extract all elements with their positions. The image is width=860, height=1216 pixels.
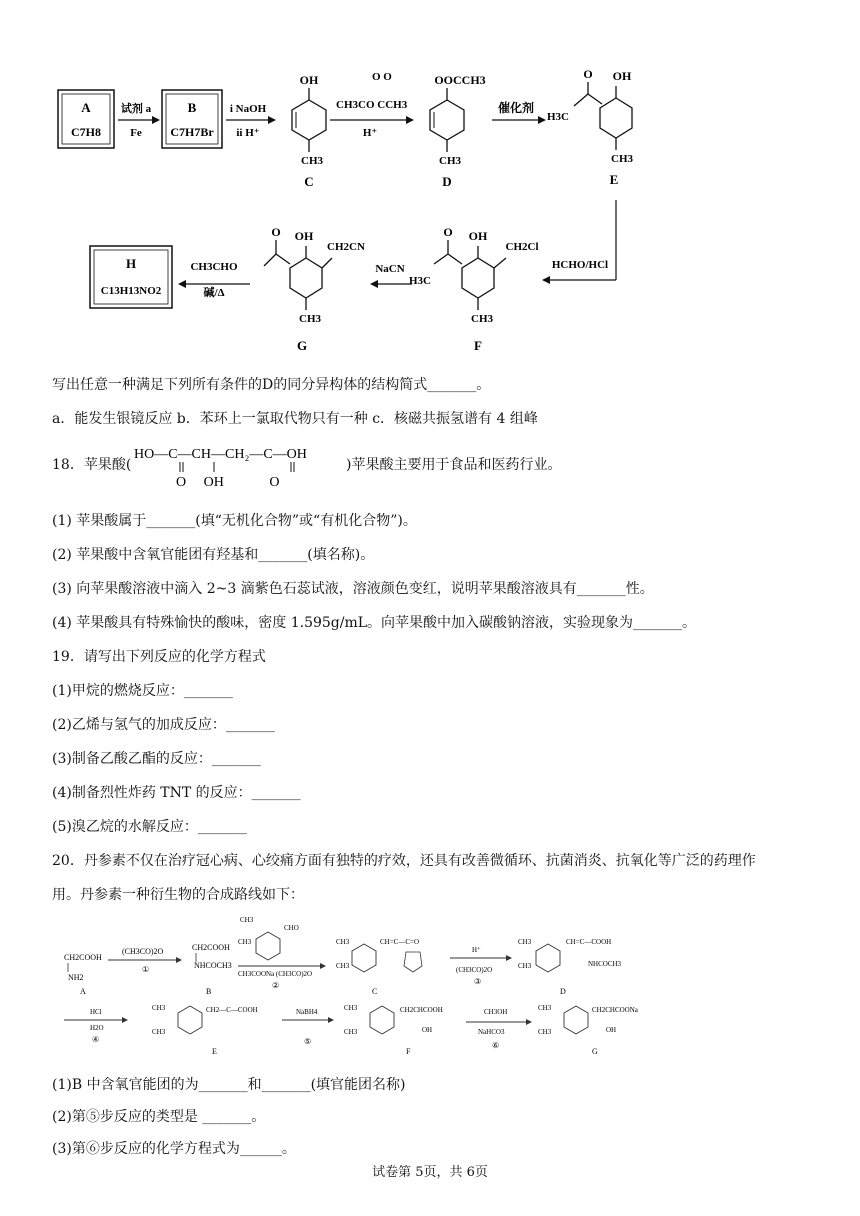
compound-A-label: A <box>81 100 91 115</box>
svg-text:H3C: H3C <box>409 275 431 287</box>
q20-compound-A: A <box>80 987 86 996</box>
svg-text:CH3: CH3 <box>152 1004 166 1012</box>
svg-text:CH3: CH3 <box>238 938 252 946</box>
svg-text:⑤: ⑤ <box>304 1037 312 1046</box>
svg-text:O: O <box>443 225 453 239</box>
q20-intro-line2: 用。丹参素一种衍生物的合成路线如下： <box>52 887 304 903</box>
q17-question: 写出任意一种满足下列所有条件的D的同分异构体的结构简式_______。 <box>52 377 491 393</box>
svg-text:CH2COOH: CH2COOH <box>192 943 230 952</box>
svg-text:CH3: CH3 <box>240 916 254 924</box>
svg-text:CH=C—COOH: CH=C—COOH <box>566 938 612 946</box>
compound-H-formula: C13H13NO2 <box>100 285 162 297</box>
svg-text:NH2: NH2 <box>68 973 84 982</box>
svg-text:OH: OH <box>468 229 488 243</box>
svg-text:NHCOCH3: NHCOCH3 <box>588 960 622 968</box>
svg-text:O OH O: O OH O <box>176 475 280 490</box>
synthesis-scheme-20 <box>60 910 660 1065</box>
svg-text:CH3: CH3 <box>518 938 532 946</box>
svg-text:CH2CHCOONa: CH2CHCOONa <box>592 1006 638 1014</box>
compound-B-formula: C7H7Br <box>170 125 214 139</box>
svg-text:CH2CN: CH2CN <box>327 241 365 253</box>
svg-text:CH3: CH3 <box>518 962 532 970</box>
svg-text:CH3: CH3 <box>336 938 350 946</box>
compound-H-label: H <box>125 256 137 271</box>
svg-text:CH3: CH3 <box>344 1004 358 1012</box>
compound-F-ring <box>462 258 494 298</box>
svg-text:④: ④ <box>92 1035 100 1044</box>
svg-text:(CH3CO)2O: (CH3CO)2O <box>122 947 164 956</box>
svg-text:OOCCH3: OOCCH3 <box>434 73 486 87</box>
svg-text:NHCOCH3: NHCOCH3 <box>194 961 232 970</box>
svg-text:CH3: CH3 <box>301 155 323 167</box>
svg-text:①: ① <box>142 965 150 974</box>
reagent-base-heat: 碱/Δ <box>203 287 225 299</box>
q18-prefix: 18．苹果酸( <box>52 457 132 473</box>
q20-item-3: (3)第⑥步反应的化学方程式为______。 <box>52 1141 296 1157</box>
compound-D-label: D <box>442 174 452 189</box>
svg-text:CH2CHCOOH: CH2CHCOOH <box>400 1006 443 1014</box>
svg-text:CH2—C—COOH: CH2—C—COOH <box>206 1006 258 1014</box>
svg-text:OH: OH <box>606 1026 617 1034</box>
q20-compound-B: B <box>206 987 212 996</box>
reagent-naoh: i NaOH <box>229 103 267 115</box>
reagent-fe: Fe <box>130 127 142 139</box>
compound-A-formula: C7H8 <box>71 125 101 139</box>
compound-F-label: F <box>474 338 482 353</box>
svg-text:CH=C—C=O: CH=C—C=O <box>380 938 420 946</box>
svg-text:③: ③ <box>474 977 482 986</box>
q20-compound-F: F <box>406 1047 411 1056</box>
compound-G-ring <box>290 258 322 298</box>
compound-C-ring <box>292 100 326 140</box>
svg-text:CH3: CH3 <box>611 153 633 165</box>
svg-text:CH3COONa (CH3CO)2O: CH3COONa (CH3CO)2O <box>238 970 313 978</box>
page-footer: 试卷第 5页，共 6页 <box>372 1165 488 1180</box>
svg-text:CH3: CH3 <box>538 1004 552 1012</box>
q18-item-2: (2) 苹果酸中含氧官能团有羟基和_______(填名称)。 <box>52 547 375 563</box>
q18-item-1: (1) 苹果酸属于_______(填“无机化合物”或“有机化合物”)。 <box>52 513 417 529</box>
q20-item-1: (1)B 中含氧官能团的为_______和_______(填官能团名称) <box>52 1077 406 1093</box>
svg-text:②: ② <box>272 981 280 990</box>
svg-text:CH2Cl: CH2Cl <box>505 241 539 253</box>
svg-text:NaHCO3: NaHCO3 <box>478 1028 505 1036</box>
q18-item-3: (3) 向苹果酸溶液中滴入 2~3 滴紫色石蕊试液，溶液颜色变红，说明苹果酸溶液具有_______性。 <box>52 581 654 597</box>
compound-B-label: B <box>187 100 197 115</box>
reagent-a: 试剂 a <box>120 103 152 115</box>
q20-intro-line1: 20．丹参素不仅在治疗冠心病、心绞痛方面有独特的疗效，还具有改善微循环、抗菌消炎、抗氧化等广泛的药理作 <box>52 853 756 869</box>
reagent-hplus: ii H⁺ <box>236 127 260 139</box>
q20-compound-C: C <box>372 987 378 996</box>
svg-text:CH3: CH3 <box>344 1028 358 1036</box>
svg-text:O: O <box>271 225 281 239</box>
reagent-ch3cho: CH3CHO <box>190 261 238 273</box>
svg-text:OH: OH <box>422 1026 433 1034</box>
compound-D-ring <box>430 100 464 140</box>
compound-B-box <box>162 90 222 148</box>
q20-compound-E: E <box>212 1047 217 1056</box>
svg-text:CH3: CH3 <box>299 313 321 325</box>
svg-text:CH3: CH3 <box>538 1028 552 1036</box>
reagent-hplus-2: H⁺ <box>362 127 378 139</box>
svg-text:NaBH4: NaBH4 <box>296 1008 318 1016</box>
q20-compound-G: G <box>592 1047 598 1056</box>
svg-text:OH: OH <box>612 69 632 83</box>
q20-compound-D: D <box>560 987 566 996</box>
malic-acid-structure <box>132 442 347 490</box>
q19-item-3: (3)制备乙酸乙酯的反应：_______ <box>52 751 261 767</box>
svg-text:H2O: H2O <box>90 1024 104 1032</box>
reagent-nacn: NaCN <box>375 263 405 275</box>
q19-item-2: (2)乙烯与氢气的加成反应：_______ <box>52 717 275 733</box>
q18-item-4: (4) 苹果酸具有特殊愉快的酸味，密度 1.595g/mL。向苹果酸中加入碳酸钠溶液，实验现象为_______。 <box>52 615 697 631</box>
q18-suffix: )苹果酸主要用于食品和医药行业。 <box>346 457 562 473</box>
q19-item-4: (4)制备烈性炸药 TNT 的反应：_______ <box>52 785 301 801</box>
svg-text:CH3OH: CH3OH <box>484 1008 508 1016</box>
svg-text:HCl: HCl <box>90 1008 102 1016</box>
svg-text:CH3CO CCH3: CH3CO CCH3 <box>336 99 408 111</box>
svg-text:OH: OH <box>299 73 319 87</box>
svg-text:CHO: CHO <box>284 924 299 932</box>
q20-item-2: (2)第⑤步反应的类型是 _______。 <box>52 1109 266 1125</box>
svg-text:OH: OH <box>294 229 314 243</box>
svg-text:HO—C—CH—CH₂—C—OH: HO—C—CH—CH₂—C—OH <box>134 447 307 462</box>
svg-text:CH2COOH: CH2COOH <box>64 953 102 962</box>
compound-A-box <box>58 90 114 148</box>
compound-E-ring <box>600 98 632 138</box>
svg-text:H3C: H3C <box>547 111 569 123</box>
q19-item-1: (1)甲烷的燃烧反应：_______ <box>52 683 233 699</box>
svg-text:CH3: CH3 <box>336 962 350 970</box>
reagent-catalyst: 催化剂 <box>497 101 535 115</box>
svg-text:H⁺: H⁺ <box>472 946 481 954</box>
q19-item-5: (5)溴乙烷的水解反应：_______ <box>52 819 247 835</box>
synthesis-scheme-17 <box>50 60 650 360</box>
svg-text:⑥: ⑥ <box>492 1041 500 1050</box>
svg-text:(CH3CO)2O: (CH3CO)2O <box>456 966 493 974</box>
svg-text:O O: O O <box>372 71 392 83</box>
svg-text:CH3: CH3 <box>471 313 493 325</box>
svg-text:O: O <box>583 67 593 81</box>
q17-conditions: a．能发生银镜反应 b．苯环上一氯取代物只有一种 c．核磁共振氢谱有 4 组峰 <box>52 411 538 427</box>
reagent-hcho-hcl: HCHO/HCl <box>551 259 609 271</box>
compound-G-label: G <box>296 338 308 353</box>
svg-text:CH3: CH3 <box>439 155 461 167</box>
svg-text:CH3: CH3 <box>152 1028 166 1036</box>
q19-title: 19．请写出下列反应的化学方程式 <box>52 649 266 665</box>
compound-C-label: C <box>304 174 314 189</box>
compound-E-label: E <box>609 172 619 187</box>
